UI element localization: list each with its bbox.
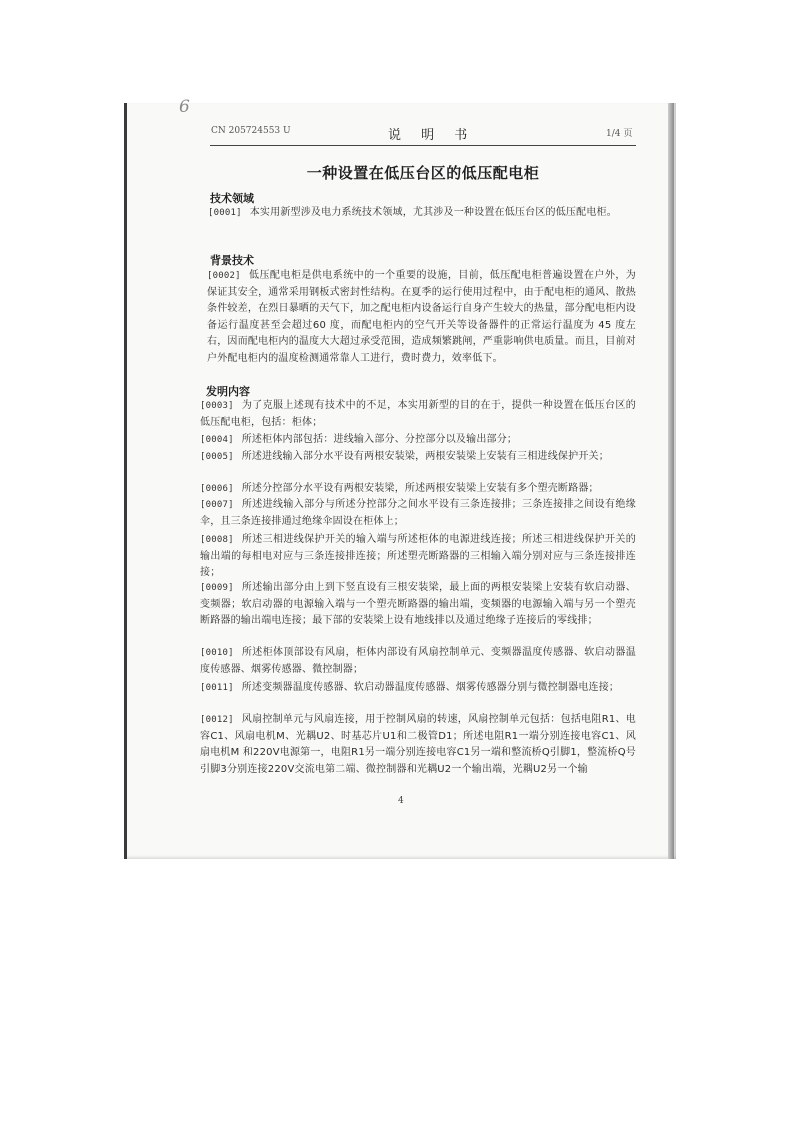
- paragraph-text: 风扇控制单元与风扇连接，用于控制风扇的转速，风扇控制单元包括：包括电阻R1、电容C1、风扇电机M、光耦U2、时基芯片U1和二极管D1；所述电阻R1一端分别连接电容C1、风扇电机M 和220V电源第一，电阻R1另一端分别连接电容C1另一端和整流桥Q引脚1，整流桥Q号引脚3分别连接220V交流电第二端、微控制器和光耦U2一个输出端，光耦U2另一个输: [200, 714, 636, 775]
- header-rule: [210, 145, 636, 146]
- paragraph-number: [0011]: [200, 683, 234, 693]
- paragraph-0005: [200, 449, 636, 466]
- paragraph-number: [0006]: [200, 484, 234, 494]
- paragraph-number: [0010]: [200, 648, 234, 658]
- paragraph-text: 所述变频器温度传感器、软启动器温度传感器、烟雾传感器分别与微控制器电连接；: [241, 682, 620, 693]
- paragraph-number: [0001]: [208, 208, 242, 218]
- paragraph-0008: [200, 532, 636, 582]
- paragraph-text: 所述柜体顶部设有风扇，柜体内部设有风扇控制单元、变频器温度传感器、软启动器温度传感器、烟雾传感器、微控制器；: [200, 647, 636, 675]
- section-heading-tech-field: 技术领域: [210, 192, 254, 205]
- paragraph-0010: [200, 645, 636, 678]
- section-heading-summary: 发明内容: [206, 385, 250, 398]
- paragraph-text: 本实用新型涉及电力系统技术领域，尤其涉及一种设置在低压台区的低压配电柜。: [249, 207, 617, 218]
- paragraph-0002: [207, 268, 636, 368]
- paragraph-0004: [200, 432, 636, 449]
- paragraph-text: 为了克服上述现有技术中的不足，本实用新型的目的在于，提供一种设置在低压台区的低压配电柜，包括：柜体；: [200, 400, 636, 428]
- paragraph-text: 所述进线输入部分水平设有两根安装梁，两根安装梁上安装有三相进线保护开关；: [241, 451, 609, 462]
- paragraph-number: [0007]: [200, 500, 234, 510]
- patent-number: CN 205724553 U: [211, 126, 291, 136]
- paragraph-number: [0008]: [200, 535, 234, 545]
- page-indicator: 1/4 页: [606, 129, 633, 139]
- page-edge-shadow: [668, 103, 674, 859]
- paragraph-0006: [200, 481, 636, 498]
- paragraph-number: [0012]: [200, 715, 234, 725]
- paragraph-text: 所述输出部分由上到下竖直设有三根安装梁，最上面的两根安装梁上安装有软启动器、变频器；软启动器的电源输入端与一个塑壳断路器的输出端，变频器的电源输入端与另一个塑壳断路器的输出端电连接；最下部的安装梁上设有地线排以及通过绝缘子连接后的零线排；: [200, 582, 636, 627]
- paragraph-text: 所述柜体内部包括：进线输入部分、分控部分以及输出部分；: [241, 434, 518, 445]
- paragraph-number: [0004]: [200, 435, 234, 445]
- document-type: 说 明 书: [388, 128, 476, 143]
- paragraph-text: 低压配电柜是供电系统中的一个重要的设施，目前，低压配电柜普遍设置在户外，为保证其安全，通常采用钢板式密封性结构。在夏季的运行使用过程中，由于配电柜的通风、散热条件较差，在烈日暴晒的天气下，加之配电柜内设备运行自身产生较大的热量，部分配电柜内设备运行温度甚至会超过60 度，而配电柜内的空气开关等设备器件的正常运行温度为 45 度左右，因而配电柜内的温度大大超过承受范围，造成频繁跳闸，严重影响供电质量。而且，目前对户外配电柜内的温度检测通常靠人工进行，费时费力，效率低下。: [207, 270, 636, 364]
- paragraph-0007: [200, 497, 636, 530]
- paragraph-number: [0005]: [200, 452, 234, 462]
- handwritten-mark: 6: [179, 97, 190, 117]
- paragraph-number: [0009]: [200, 583, 234, 593]
- paragraph-0001: [208, 205, 636, 222]
- paragraph-number: [0002]: [207, 271, 241, 281]
- document-title: 一种设置在低压台区的低压配电柜: [306, 164, 540, 182]
- paragraph-text: 所述进线输入部分与所述分控部分之间水平设有三条连接排；三条连接排之间设有绝缘伞，且三条连接排通过绝缘伞固设在柜体上；: [200, 499, 636, 527]
- paragraph-0011: [200, 680, 636, 697]
- page-number: 4: [398, 796, 404, 806]
- paragraph-text: 所述三相进线保护开关的输入端与所述柜体的电源进线连接；所述三相进线保护开关的输出端的每相电对应与三条连接排连接；所述塑壳断路器的三相输入端分别对应与三条连接排连接；: [200, 534, 636, 579]
- paragraph-0012: [200, 712, 636, 778]
- paragraph-0003: [200, 398, 636, 431]
- section-heading-background: 背景技术: [210, 254, 254, 267]
- paragraph-0009: [200, 580, 636, 630]
- paragraph-text: 所述分控部分水平设有两根安装梁，所述两根安装梁上安装有多个塑壳断路器；: [241, 483, 599, 494]
- paragraph-number: [0003]: [200, 401, 234, 411]
